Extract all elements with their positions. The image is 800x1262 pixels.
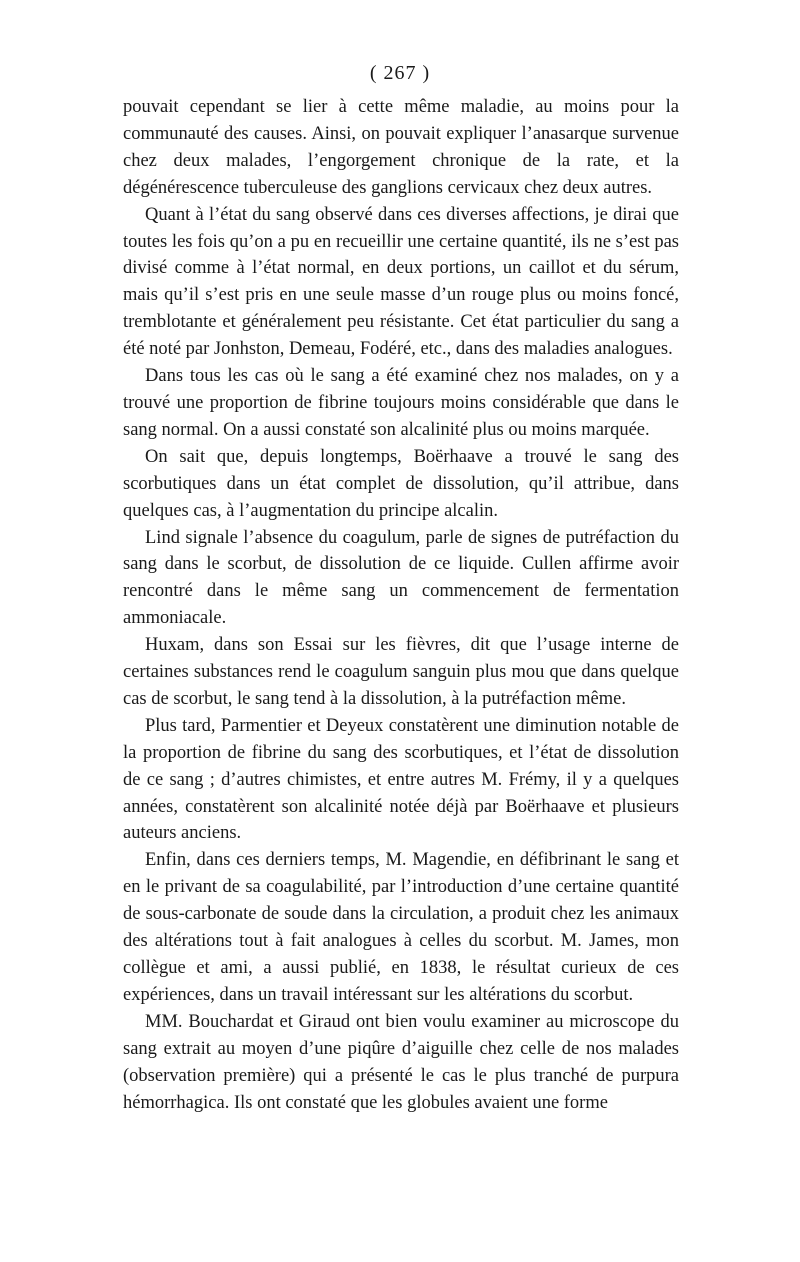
paragraph: Huxam, dans son Essai sur les fièvres, dit que l’usage interne de certaines substances rend le coagulum sanguin plus mou que dans quelque cas de scorbut, le sang tend à la dissolution, à la putréfaction même. — [123, 635, 679, 709]
page-number: ( 267 ) — [369, 62, 431, 84]
paragraph: Lind signale l’absence du coagulum, parle de signes de putréfaction du sang dans le scorbut, de dissolution de ce liquide. Cullen affirme avoir rencontré dans le même sang un commencement de fermentation ammoniacale. — [123, 527, 679, 629]
paragraph: Enfin, dans ces derniers temps, M. Magendie, en défibrinant le sang et en le privant de sa coagulabilité, par l’introduction d’une certaine quantité de sous-carbonate de soude dans la circulation, a produit chez les animaux des altérations tout à fait analogues à celles du scorbut. M. James, mon collègue et ami, a aussi publié, en 1838, le résultat curieux de ces expériences, dans un travail intéressant sur les altérations du scorbut. — [123, 850, 679, 1005]
paragraph: MM. Bouchardat et Giraud ont bien voulu examiner au microscope du sang extrait au moyen d’une piqûre d’aiguille chez celle de nos malades (observation première) qui a présenté le cas le plus tranché de purpura hémorrhagica. Ils ont constaté que les globules avaient une forme — [123, 1011, 679, 1113]
body-text — [123, 94, 679, 1116]
paragraph: Plus tard, Parmentier et Deyeux constatèrent une diminution notable de la proportion de fibrine du sang des scorbutiques, et l’état de dissolution de ce sang ; d’autres chimistes, et entre autres M. Frémy, il y a quelques années, constatèrent son alcalinité notée déjà par Boërhaave et plusieurs auteurs anciens. — [123, 715, 679, 844]
paragraph: Dans tous les cas où le sang a été examiné chez nos malades, on y a trouvé une proportion de fibrine toujours moins considérable que dans le sang normal. On a aussi constaté son alcalinité plus ou moins marquée. — [123, 366, 679, 440]
paragraph: On sait que, depuis longtemps, Boërhaave a trouvé le sang des scorbutiques dans un état complet de dissolution, qu’il attribue, dans quelques cas, à l’augmentation du principe alcalin. — [123, 446, 679, 521]
paragraph: pouvait cependant se lier à cette même maladie, au moins pour la communauté des causes. Ainsi, on pouvait expliquer l’anasarque survenue chez deux malades, l’engorgement chronique de la rate, et la dégénérescence tuberculeuse des ganglions cervicaux chez deux autres. — [123, 97, 679, 198]
paragraph: Quant à l’état du sang observé dans ces diverses affections, je dirai que toutes les fois qu’on a pu en recueillir une certaine quantité, ils ne s’est pas divisé comme à l’état normal, en deux portions, un caillot et du sérum, mais qu’il s’est pris en une seule masse d’un rouge plus ou moins foncé, tremblotante et généralement peu résistante. Cet état particulier du sang a été noté par Jonhston, Demeau, Fodéré, etc., dans des maladies analogues. — [123, 204, 679, 360]
